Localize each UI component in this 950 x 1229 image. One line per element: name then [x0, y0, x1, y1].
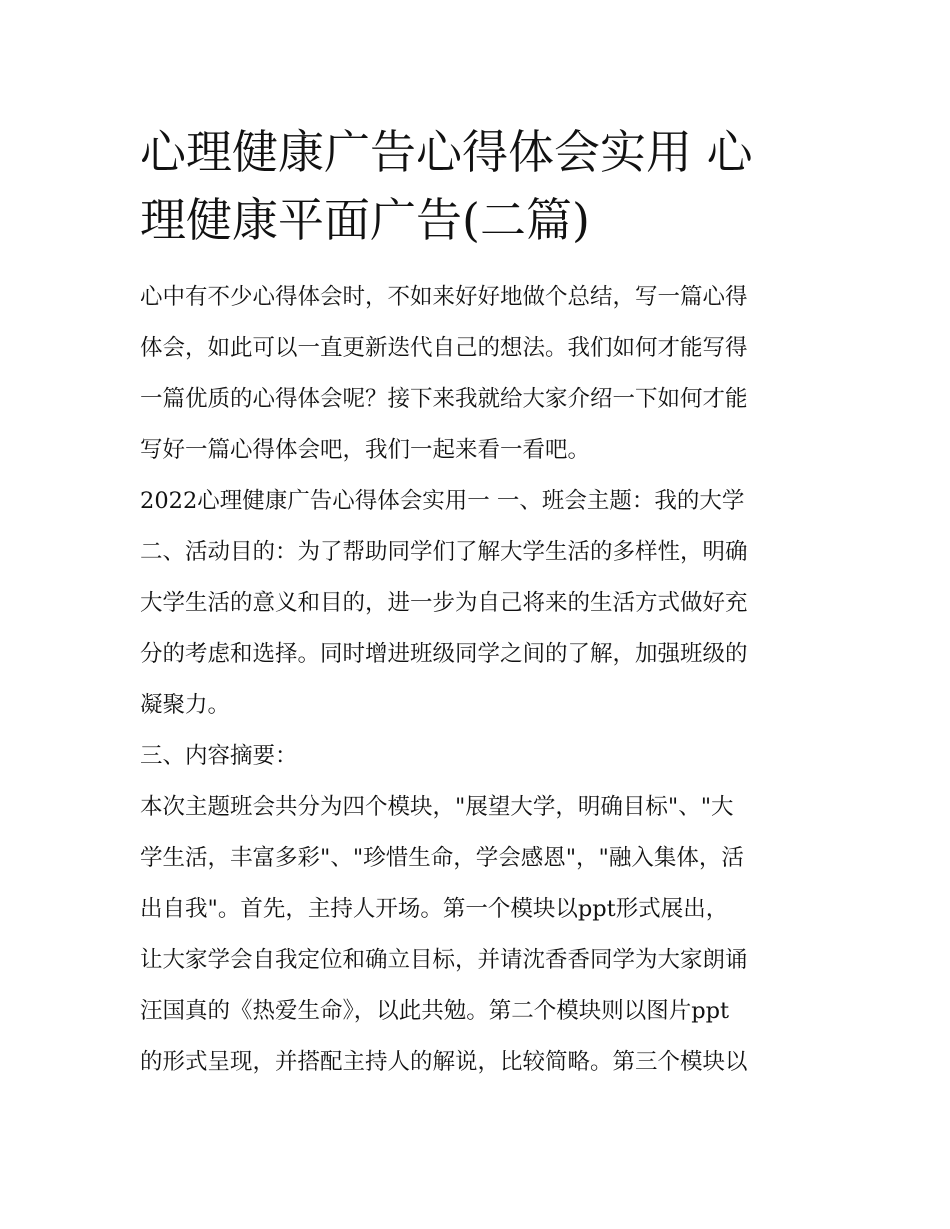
body-line: 三、内容摘要： [140, 743, 298, 769]
body-line: 的形式呈现，并搭配主持人的解说，比较简略。第三个模块以 [140, 1049, 748, 1075]
body-line: 凝聚力。 [140, 692, 231, 718]
body-line: 大学生活的意义和目的，进一步为自己将来的生活方式做好充 [140, 590, 748, 616]
body-line: 心中有不少心得体会时，不如来好好地做个总结，写一篇心得 [140, 284, 748, 310]
body-line: 分的考虑和选择。同时增进班级同学之间的了解，加强班级的 [140, 641, 748, 667]
body-line: 二、活动目的：为了帮助同学们了解大学生活的多样性，明确 [140, 539, 748, 565]
body-line: 写好一篇心得体会吧，我们一起来看一看吧。 [140, 437, 591, 463]
title-line-2: 理健康平面广告(二篇) [140, 193, 590, 247]
document-title [140, 118, 814, 254]
body-line: 本次主题班会共分为四个模块，"展望大学，明确目标"、"大 [140, 794, 734, 820]
document-body [140, 272, 814, 1088]
title-line-1: 心理健康广告心得体会实用 心 [140, 125, 753, 179]
body-line: 2022心理健康广告心得体会实用一 一、班会主题：我的大学 [140, 488, 745, 514]
document-page [140, 118, 814, 1088]
body-line: 体会，如此可以一直更新迭代自己的想法。我们如何才能写得 [140, 335, 748, 361]
body-line: 汪国真的《热爱生命》，以此共勉。第二个模块则以图片ppt [140, 998, 730, 1024]
body-line: 一篇优质的心得体会呢？接下来我就给大家介绍一下如何才能 [140, 386, 748, 412]
body-line: 让大家学会自我定位和确立目标，并请沈香香同学为大家朗诵 [140, 947, 748, 973]
body-line: 学生活，丰富多彩"、"珍惜生命，学会感恩"，"融入集体，活 [140, 845, 744, 871]
body-line: 出自我"。首先，主持人开场。第一个模块以ppt形式展出， [140, 896, 729, 922]
